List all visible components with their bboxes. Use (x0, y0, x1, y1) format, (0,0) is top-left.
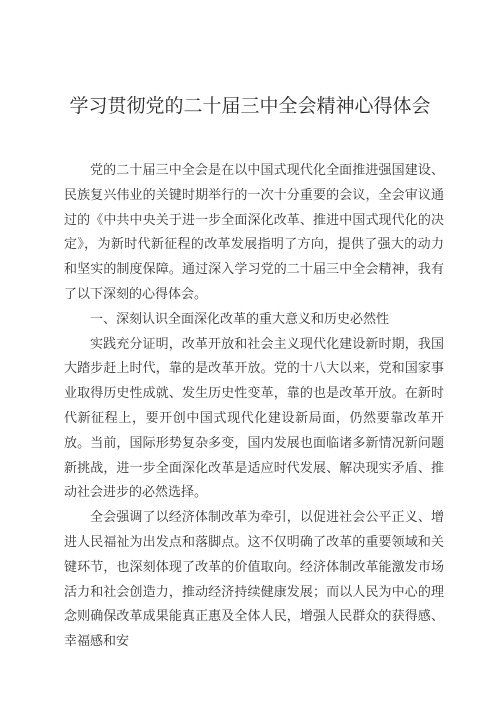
paragraph-significance: 实践充分证明，改革开放和社会主义现代化建设新时期，我国大踏步赶上时代，靠的是改革开放。党的十八大以来，党和国家事业取得历史性成就、发生历史性变革，靠的也是改革开放。在新时代新征程上，要开创中国式现代化建设新局面，仍然要靠改革开放。当前，国际形势复杂多变，国内发展也面临诸多新情况新问题新挑战，进一步全面深化改革是适应时代发展、解决现实矛盾、推动社会进步的必然选择。 (64, 336, 444, 501)
section-heading-1: 一、深刻认识全面深化改革的重大意义和历史必然性 (90, 311, 390, 327)
document-body (64, 159, 444, 655)
document-title: 学习贯彻党的二十届三中全会精神心得体会 (69, 95, 431, 117)
paragraph-economic-reform: 全会强调了以经济体制改革为牵引，以促进社会公平正义、增进人民福祉为出发点和落脚点。这不仅明确了改革的重要领域和关键环节，也深刻体现了改革的价值取向。经济体制改革能激发市场活力和社会创造力，推动经济持续健康发展；而以人民为中心的理念则确保改革成果能真正惠及全体人民，增强人民群众的获得感、幸福感和安 (64, 510, 444, 650)
paragraph-intro: 党的二十届三中全会是在以中国式现代化全面推进强国建设、民族复兴伟业的关键时期举行的一次十分重要的会议，全会审议通过的《中共中央关于进一步全面深化改革、推进中国式现代化的决定》，为新时代新征程的改革发展指明了方向，提供了强大的动力和坚实的制度保障。通过深入学习党的二十届三中全会精神，我有了以下深刻的心得体会。 (64, 163, 444, 302)
